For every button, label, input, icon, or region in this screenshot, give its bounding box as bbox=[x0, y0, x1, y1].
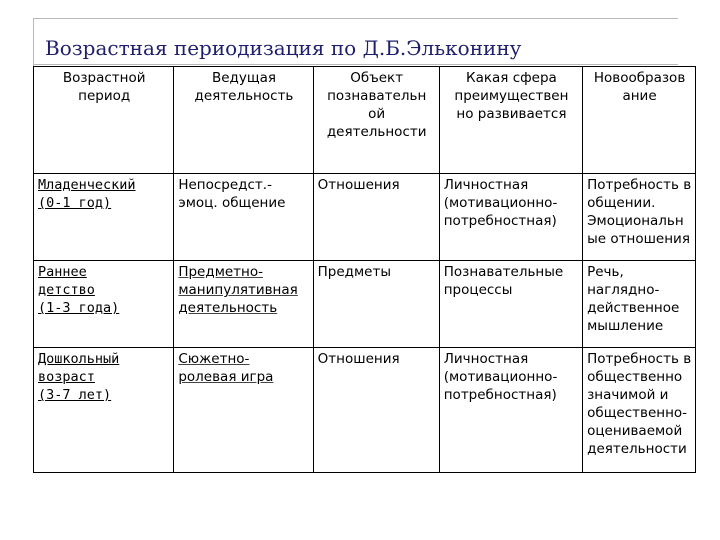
frame-top-rule bbox=[33, 18, 678, 19]
sphere-cell: Личностная (мотивационно- потребностная) bbox=[439, 348, 582, 473]
header-age-period: Возрастной период bbox=[34, 67, 174, 174]
neoformation-cell: Речь, наглядно- действенное мышление bbox=[583, 261, 696, 348]
header-cognitive-object: Объект познавательн ой деятельности bbox=[313, 67, 439, 174]
table-header-row bbox=[34, 67, 696, 174]
activity-cell: Сюжетно- ролевая игра bbox=[174, 348, 313, 473]
period-cell: Дошкольный возраст (3-7 лет) bbox=[34, 348, 174, 473]
activity-cell: Предметно- манипулятивная деятельность bbox=[174, 261, 313, 348]
table-row bbox=[34, 261, 696, 348]
header-leading-activity: Ведущая деятельность bbox=[174, 67, 313, 174]
neoformation-cell: Потребность в общественно значимой и общественно- оцениваемой деятельности bbox=[583, 348, 696, 473]
object-cell: Предметы bbox=[313, 261, 439, 348]
title-underline bbox=[33, 64, 678, 65]
period-cell: Раннее детство (1-3 года) bbox=[34, 261, 174, 348]
sphere-cell: Личностная (мотивационно- потребностная) bbox=[439, 174, 582, 261]
slide-title: Возрастная периодизация по Д.Б.Эльконину bbox=[45, 36, 522, 60]
header-neoformation: Новообразов ание bbox=[583, 67, 696, 174]
activity-cell: Непосредст.- эмоц. общение bbox=[174, 174, 313, 261]
header-developing-sphere: Какая сфера преимуществен но развивается bbox=[439, 67, 582, 174]
table-row bbox=[34, 174, 696, 261]
object-cell: Отношения bbox=[313, 174, 439, 261]
object-cell: Отношения bbox=[313, 348, 439, 473]
sphere-cell: Познавательные процессы bbox=[439, 261, 582, 348]
table-row bbox=[34, 348, 696, 473]
period-cell: Младенческий (0-1 год) bbox=[34, 174, 174, 261]
neoformation-cell: Потребность в общении. Эмоциональн ые отношения bbox=[583, 174, 696, 261]
periodization-table bbox=[33, 66, 696, 473]
frame-left-rule bbox=[33, 18, 34, 68]
